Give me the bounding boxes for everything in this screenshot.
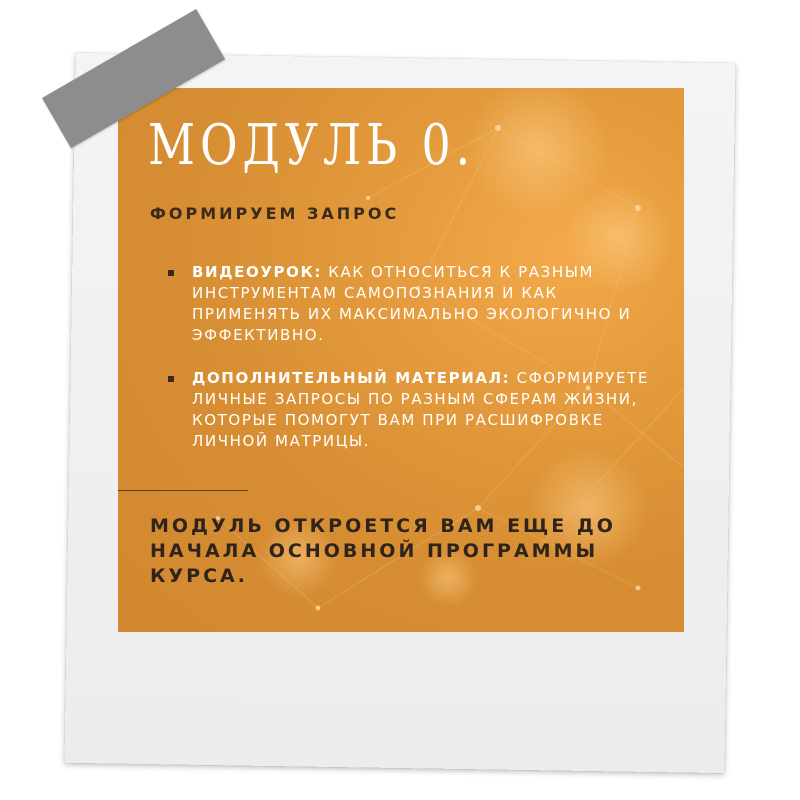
module-title: МОДУЛЬ 0. [148,113,476,178]
videolesson-heading: ВИДЕОУРОК: [192,263,322,281]
list-item-videolesson [168,262,654,346]
module-subtitle: ФОРМИРУЕМ ЗАПРОС [150,204,400,223]
videolesson-text: КАК ОТНОСИТЬСЯ К РАЗНЫМ ИНСТРУМЕНТАМ САМОПОЗНАНИЯ И КАК ПРИМЕНЯТЬ ИХ МАКСИМАЛЬНО ЭКОЛОГИЧНО И ЭФФЕКТИВНО. [192,263,632,344]
divider-line [118,490,248,491]
square-bullet-icon [168,376,174,382]
extra-material-heading: ДОПОЛНИТЕЛЬНЫЙ МАТЕРИАЛ: [192,369,511,387]
list-item-extra-material [168,368,654,452]
module-availability-note: МОДУЛЬ ОТКРОЕТСЯ ВАМ ЕЩЕ ДО НАЧАЛА ОСНОВНОЙ ПРОГРАММЫ КУРСА. [150,515,616,587]
module-contents-list [168,262,654,474]
square-bullet-icon [168,270,174,276]
extra-material-text: СФОРМИРУЕТЕ ЛИЧНЫЕ ЗАПРОСЫ ПО РАЗНЫМ СФЕРАМ ЖИЗНИ, КОТОРЫЕ ПОМОГУТ ВАМ ПРИ РАСШИФРОВКЕ ЛИЧНОЙ МАТРИЦЫ. [192,369,649,450]
